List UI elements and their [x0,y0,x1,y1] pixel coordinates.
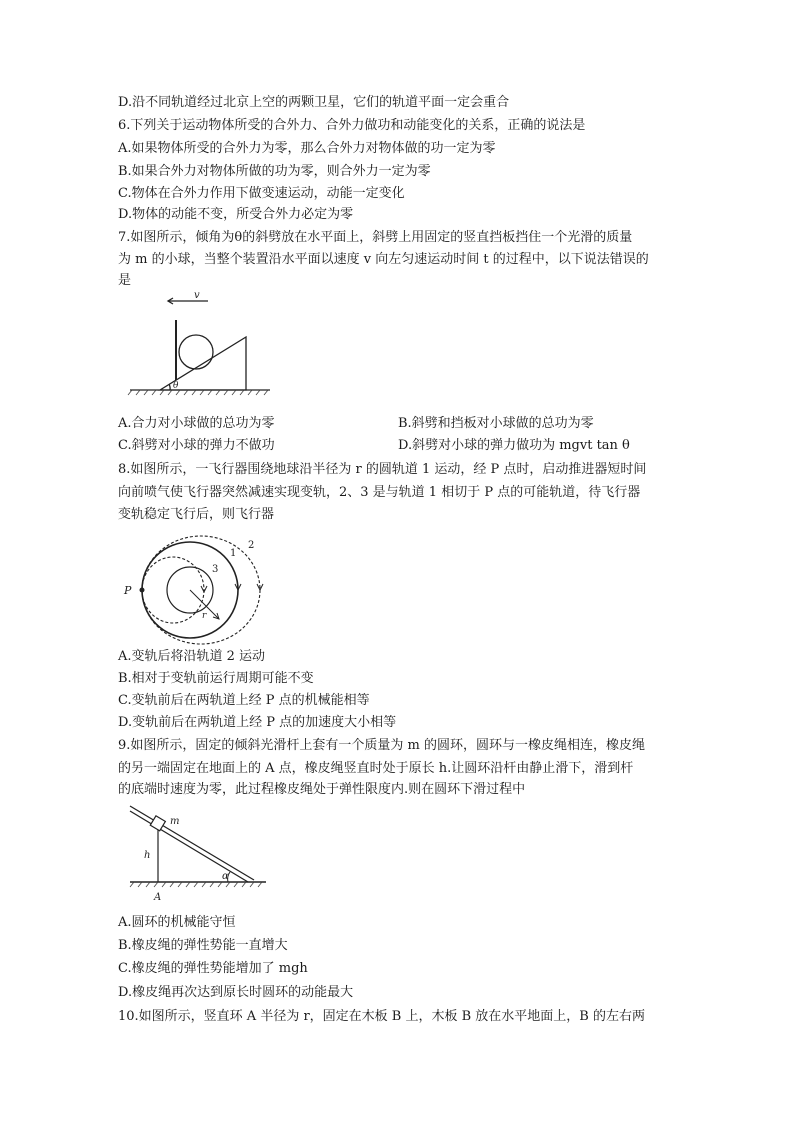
q7-stem-line2: 为 m 的小球，当整个装置沿水平面以速度 v 向左匀速运动时间 t 的过程中，以下说法错误的 [118,252,649,267]
q8-option-d: D.变轨前后在两轨道上经 P 点的加速度大小相等 [118,715,397,730]
radius-label: r [202,611,207,621]
point-p-label: P [124,584,132,597]
q8-stem-line3: 变轨稳定飞行后，则飞行器 [118,507,275,522]
q8-option-b: B.相对于变轨前运行周期可能不变 [118,671,314,686]
angle-label: α [222,871,229,882]
q8-option-c: C.变轨前后在两轨道上经 P 点的机械能相等 [118,693,370,708]
q7-option-a: A.合力对小球做的总功为零 [118,416,275,431]
q7-figure [118,290,278,405]
q9-figure [118,802,278,912]
q8-option-a: A.变轨后将沿轨道 2 运动 [118,649,266,664]
q9-option-d: D.橡皮绳再次达到原长时圆环的动能最大 [118,985,354,1000]
q9-option-c: C.橡皮绳的弹性势能增加了 mgh [118,961,308,976]
orbit-2-label: 2 [248,540,255,551]
q9-option-a: A.圆环的机械能守恒 [118,915,236,930]
q7-stem-line3: 是 [118,273,132,288]
velocity-label: v [194,290,200,301]
q7-option-b: B.斜劈和挡板对小球做的总功为零 [398,416,594,431]
ball [179,335,213,369]
q7-stem-line1: 7.如图所示，倾角为θ的斜劈放在水平面上，斜劈上用固定的竖直挡板挡住一个光滑的质量 [118,230,633,245]
q8-stem-line2: 向前喷气使飞行器突然减速实现变轨，2、3 是与轨道 1 相切于 P 点的可能轨道，待飞行器 [118,485,641,500]
q6-option-d: D.物体的动能不变，所受合外力必定为零 [118,207,354,222]
q6-option-a: A.如果物体所受的合外力为零，那么合外力对物体做的功一定为零 [118,141,496,156]
q5-option-d: D.沿不同轨道经过北京上空的两颗卫星，它们的轨道平面一定会重合 [118,95,510,110]
height-label: h [144,850,151,861]
orbit-1-label: 1 [230,548,237,559]
q9-stem-line2: 的另一端固定在地面上的 A 点，橡皮绳竖直时处于原长 h.让圆环沿杆由静止滑下，滑到杆 [118,761,634,776]
q6-option-c: C.物体在合外力作用下做变速运动，动能一定变化 [118,186,405,201]
inclined-rod [130,806,254,880]
point-a-label: A [154,892,162,903]
orbit-3-label: 3 [212,564,219,575]
orbit-3 [142,557,204,623]
mass-label: m [170,816,180,827]
q9-option-b: B.橡皮绳的弹性势能一直增大 [118,938,288,953]
q8-figure [118,528,278,648]
q7-option-c: C.斜劈对小球的弹力不做功 [118,438,275,453]
q9-stem-line1: 9.如图所示，固定的倾斜光滑杆上套有一个质量为 m 的圆环，圆环与一橡皮绳相连，橡皮绳 [118,738,645,753]
angle-label: θ [173,381,179,391]
q10-stem-line1: 10.如图所示，竖直环 A 半径为 r，固定在木板 B 上，木板 B 放在水平地面上，B 的左右两 [118,1009,645,1024]
ring [150,816,165,831]
q8-stem-line1: 8.如图所示，一飞行器围绕地球沿半径为 r 的圆轨道 1 运动，经 P 点时，启动推进器短时间 [118,462,647,477]
q7-option-d: D.斜劈对小球的弹力做功为 mgvt tan θ [398,438,630,453]
q9-stem-line3: 的底端时速度为零，此过程橡皮绳处于弹性限度内.则在圆环下滑过程中 [118,782,526,797]
q6-option-b: B.如果合外力对物体所做的功为零，则合外力一定为零 [118,164,431,179]
q6-stem: 6.下列关于运动物体所受的合外力、合外力做功和动能变化的关系，正确的说法是 [118,118,586,133]
